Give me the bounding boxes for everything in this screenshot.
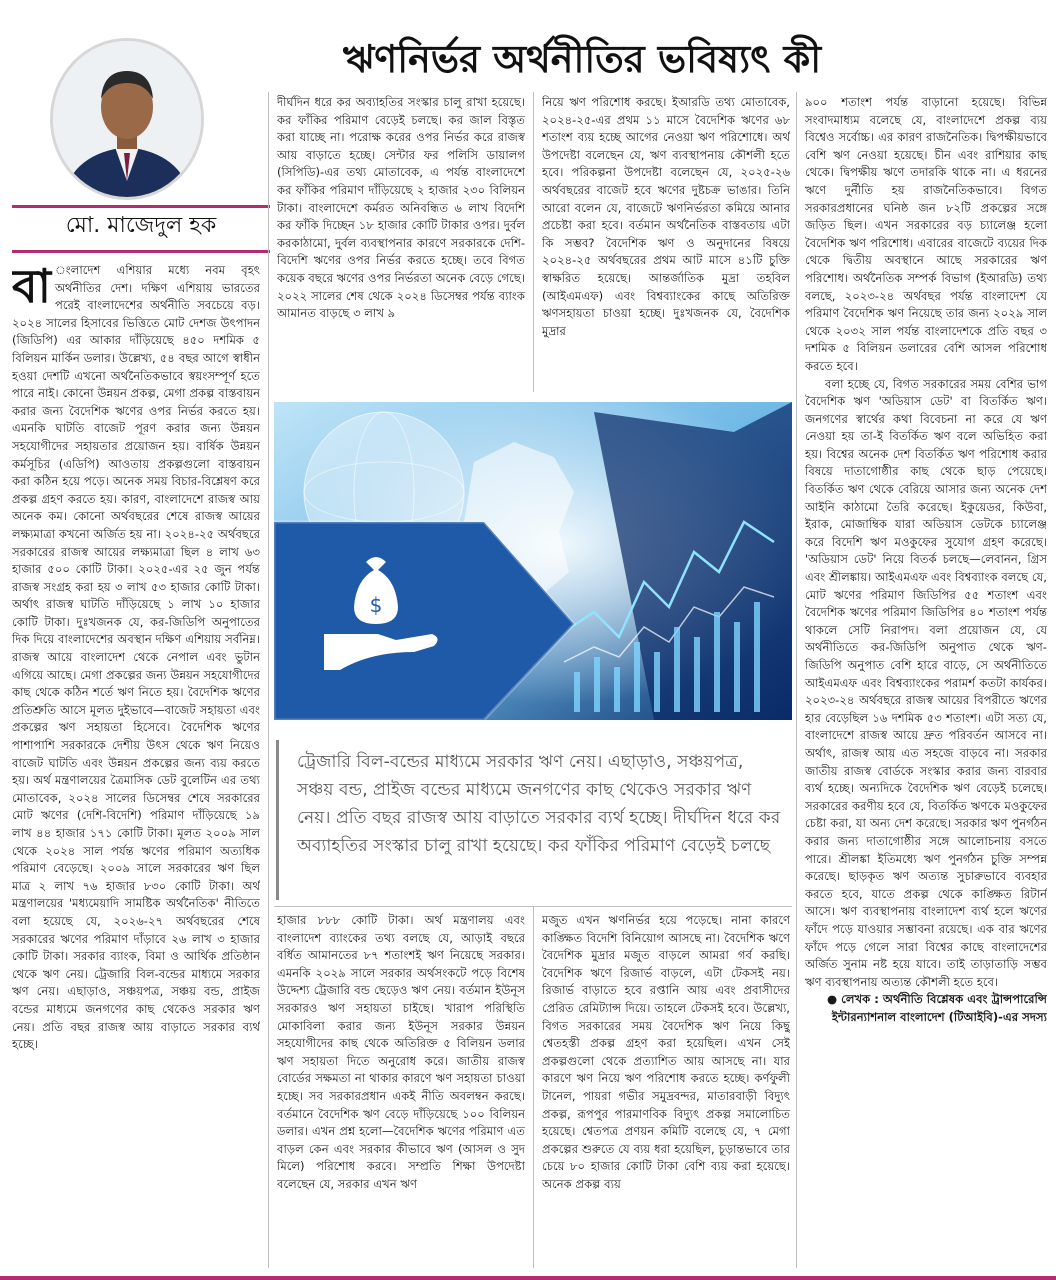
author-name-box — [12, 205, 270, 253]
column-1-body: ংলাদেশ এশিয়ার মধ্যে নবম বৃহৎ অর্থনীতির দেশ। দক্ষিণ এশিয়ায় ভারতের পরেই বাংলাদেশের অর্থনীতি সবচেয়ে বড়। ২০২৪ সালের হিসাবের ভিত্তিতে মোট দেশজ উৎপাদন (জিডিপি) এর আকার দাঁড়িয়েছে ৪৫০ দশমিক ৫ বিলিয়ন মার্কিন ডলার। উল্লেখ্য, ৫৪ বছর আগে স্বাধীন হওয়া দেশটি এখনো অর্থনৈতিকভাবে স্বয়ংসম্পূর্ণ হতে পারে নাই। কোনো উন্নয়ন প্রকল্প, মেগা প্রকল্প বাস্তবায়ন করার জন্য বৈদেশিক ঋণের ওপর নির্ভর করতে হয়। এমনকি ঘাটতি বাজেট পূরণ করার জন্য উন্নয়ন সহযোগীদের সহায়তার প্রয়োজন হয়। বার্ষিক উন্নয়ন কর্মসূচির (এডিপি) আওতায় প্রকল্পগুলো বাস্তবায়ন করা কঠিন হয়ে পড়ে। অনেক সময় বিচার-বিশ্লেষণ করে প্রকল্প গ্রহণ করতে হয়। কারণ, বাংলাদেশে রাজস্ব আয় অনেক কম। কোনো অর্থবছরের শেষে রাজস্ব আয়ের লক্ষ্যমাত্রা কখনো অর্জিত হয় না। ২০২৪-২৫ অর্থবছরে সরকারের রাজস্ব আয়ের লক্ষ্যমাত্রা ছিল ৪ লাখ ৬৩ হাজার ৫০০ কোটি টাকা। ২০২৫-এর ২৫ জুন পর্যন্ত রাজস্ব সংগ্রহ করা হয় ৩ লাখ ৫৩ হাজার কোটি টাকা। অর্থাৎ রাজস্ব ঘাটতি দাঁড়িয়েছে ১ লাখ ১০ হাজার কোটি টাকা। দুঃখজনক যে, কর-জিডিপি অনুপাতের দিক দিয়ে বাংলাদেশের অবস্থান দক্ষিণ এশিয়ায় সর্বনিম্ন। রাজস্ব আয়ে বাংলাদেশ থেকে নেপাল এবং ভুটান এগিয়ে আছে। মেগা প্রকল্পের জন্য উন্নয়ন সহযোগীদের কাছ থেকে কঠিন শর্তে ঋণ নিতে হয়। বৈদেশিক ঋণের প্রতিশ্রুতি আসে মূলত দুইভাবে—বাজেট সহায়তা এবং প্রকল্পের ঋণ সহায়তা হিসেবে। বৈদেশিক ঋণের পাশাপাশি সরকারকে দেশীয় উৎস থেকে ঋণ নিয়েও বাজেট ঘাটতি এবং উন্নয়ন প্রকল্পের জন্য ব্যয় করতে হয়। অর্থ মন্ত্রণালয়ের ত্রৈমাসিক ডেট বুলেটিন এর তথ্য মোতাবেক, ২০২৪ সালের ডিসেম্বর শেষে সরকারের মোট ঋণের (দেশি-বিদেশি) পরিমাণ দাঁড়িয়েছে ১৯ লাখ ৪৪ হাজার ১৭১ কোটি টাকা। মূলত ২০০৯ সাল থেকে ২০২৪ সাল পর্যন্ত ঋণের পরিমাণ অত্যধিক পরিমাণ বেড়েছে। ২০০৯ সালে সরকারের ঋণ ছিল মাত্র ২ লাখ ৭৬ হাজার ৮৩০ কোটি টাকা। অর্থ মন্ত্রণালয়ের 'মধ্যমেয়াদি সামষ্টিক অর্থনৈতিক' নীতিতে বলা হয়েছে যে, ২০২৬-২৭ অর্থবছরের শেষে সরকারের ঋণের পরিমাণ দাঁড়াবে ২৬ লাখ ৩ হাজার কোটি টাকা। সরকার ব্যাংক, বিমা ও আর্থিক প্রতিষ্ঠান থেকে ঋণ নেয়। ট্রেজারি বিল-বন্ডের মাধ্যমে সরকার ঋণ নেয়। এছাড়াও, সঞ্চয়পত্র, সঞ্চয় বন্ড, প্রাইজ বন্ডের মাধ্যমে জনগণের কাছ থেকেও সরকার ঋণ নেয়। প্রতি বছর রাজস্ব আয় বাড়াতে সরকার ব্যর্থ হচ্ছে। — [12, 263, 260, 1052]
column-1-text — [12, 262, 260, 1268]
column-rule — [533, 92, 534, 392]
column-3-bottom-text: মজুত এখন ঋণনির্ভর হয়ে পড়েছে। নানা কারণে কাঙ্ক্ষিত বিদেশি বিনিয়োগ আসছে না। বৈদেশিক ঋণে বৈদেশিক মুদ্রার মজুত বাড়লে আমরা গর্ব করছি। বৈদেশিক ঋণে রিজার্ভ বাড়লে, এটা টেকসই নয়। রিজার্ভ বাড়াতে হবে রপ্তানি আয় এবং প্রবাসীদের প্রেরিত রেমিট্যান্স দিয়ে। তাহলে টেকসই হবে। উল্লেখ্য, বিগত সরকারের সময় বৈদেশিক ঋণ নিয়ে কিছু শ্বেতহস্তী প্রকল্প গ্রহণ করা হয়েছিল। এখন সেই প্রকল্পগুলো থেকে প্রত্যাশিত আয় আসছে না। যার কারণে ঋণ নিয়ে ঋণ পরিশোধ করতে হচ্ছে। কর্ণফুলী টানেল, পায়রা গভীর সমুদ্রবন্দর, মাতারবাড়ী বিদ্যুৎ প্রকল্প, রূপপুর পারমাণবিক বিদ্যুৎ প্রকল্প সমালোচিত হয়েছে। শ্বেতপত্র প্রণয়ন কমিটি বলেছে যে, ৭ মেগা প্রকল্পের শুরুতে যে ব্যয় ধরা হয়েছিল, চূড়ান্তভাবে তার চেয়ে ৮০ হাজার কোটি টাকা বেশি ব্যয় করা হয়েছে। অনেক প্রকল্প ব্যয় — [542, 913, 790, 1191]
column-4-paragraph-2: বলা হচ্ছে যে, বিগত সরকারের সময় বেশির ভাগ বৈদেশিক ঋণ 'অডিয়াস ডেট' বা বিতর্কিত ঋণ। জনগণের স্বার্থের কথা বিবেচনা না করে যে ঋণ নেওয়া হয় তা-ই বিতর্কিত ঋণ বলে অভিহিত করা হয়। বিশ্বের অনেক দেশ বিতর্কিত ঋণ পরিশোধ করার বিষয়ে দাতাগোষ্ঠীর কাছ থেকে ছাড় পেয়েছে। বিতর্কিত ঋণ থেকে বেরিয়ে আসার জন্য অনেক দেশ আইনি কাঠামো তৈরি করেছে। ইকুয়েডর, কিউবা, ইরাক, মোজাম্বিক যারা অডিয়াস ডেটকে চ্যালেঞ্জ করে বিদেশি ঋণ মওকুফের সুযোগ গ্রহণ করেছে। 'অডিয়াস ডেট' নিয়ে বিতর্ক চলছে—লেবানন, গ্রিস এবং শ্রীলঙ্কায়। আইএমএফ এবং বিশ্বব্যাংক বলছে যে, মোট ঋণের পরিমাণ জিডিপির ৫৫ শতাংশ এবং বৈদেশিক ঋণের পরিমাণ জিডিপির ৪০ শতাংশ পর্যন্ত থাকলে সেটি নিরাপদ। বলা প্রয়োজন যে, যে অর্থনীতিতে কর-জিডিপি অনুপাত থেকে ঋণ-জিডিপি অনুপাত বেশি হারে বাড়ে, সে অর্থনীতিতে আইএমএফ এবং বিশ্বব্যাংকের পরামর্শ কতটা কার্যকর। ২০২৩-২৪ অর্থবছরে রাজস্ব আয়ের বিপরীতে ঋণের হার বেড়েছিল ১৬ দশমিক ৫৩ শতাংশ। এটা সত্য যে, বাংলাদেশে রাজস্ব আয়ে দ্রুত পরিবর্তন আসবে না। অর্থাৎ, রাজস্ব আয় এত সহজে বাড়বে না। সরকার জাতীয় রাজস্ব বোর্ডকে সংস্কার করার জন্য বারবার ব্যর্থ হচ্ছে। অন্যদিকে বৈদেশিক ঋণ বেড়েই চলেছে। সরকারের করণীয় হবে যে, বিতর্কিত ঋণকে মওকুফের চেষ্টা করা, যা অন্য দেশ করেছে। সরকার ঋণ পুনর্গঠন করার জন্য দাতাগোষ্ঠীর সঙ্গে আলোচনায় বসতে পারে। শ্রীলঙ্কা ইতিমধ্যে ঋণ পুনর্গঠন চুক্তি সম্পন্ন করেছে। ছাড়কৃত ঋণ অত্যন্ত সুচারুভাবে ব্যবহার করতে হবে, যাতে প্রকল্প থেকে কাঙ্ক্ষিত রিটার্ন আসে। ঋণ ব্যবস্থাপনায় বাংলাদেশ ব্যর্থ হলে ঋণের ফাঁদে পড়ে যাওয়ার সম্ভাবনা রয়েছে। এক বার ঋণের ফাঁদে পড়ে গেলে সারা বিশ্বের কাছে বাংলাদেশের অর্জিত সুনাম নষ্ট হয়ে যাবে। তাই তাড়াতাড়ি সম্ভব ঋণ ব্যবস্থাপনায় অত্যন্ত কৌশলী হতে হবে। — [805, 376, 1047, 989]
column-4-paragraph-1: ৯০০ শতাংশ পর্যন্ত বাড়ানো হয়েছে। বিভিন্ন সংবাদমাধ্যম বলেছে যে, বাংলাদেশে প্রকল্প ব্যয় বিশ্বেও সর্বোচ্চ। এর কারণ রাজনৈতিক। দ্বিপক্ষীয়ভাবে বেশি ঋণ নেওয়া হয়েছে। চীন এবং রাশিয়ার কাছ থেকে। দ্বিপক্ষীয় ঋণে তদারকি থাকে না। এ ধরনের ঋণে দুর্নীতি হয় রাজনৈতিকভাবে। বিগত সরকারপ্রধানের ঘনিষ্ঠ জন ৮২টি প্রকল্পের সঙ্গে জড়িত ছিল। এখন সরকারের বড় চ্যালেঞ্জ হলো বৈদেশিক ঋণ পরিশোধ। এবারের বাজেটে ব্যয়ের দিক থেকে দ্বিতীয় অবস্থানে আছে সরকারের ঋণ পরিশোধ। অর্থনৈতিক সম্পর্ক বিভাগ (ইআরডি) তথ্য বলছে, ২০২৩-২৪ অর্থবছর পর্যন্ত বাংলাদেশ যে পরিমাণ বৈদেশিক ঋণ নিয়েছে তার জন্য ২০২৯ সাল থেকে ২০৩২ সাল পর্যন্ত বাংলাদেশকে প্রতি বছর ৩ দশমিক ৫ বিলিয়ন ডলারের বেশি আসল পরিশোধ করতে হবে। — [805, 95, 1047, 373]
column-2-top-text: দীর্ঘদিন ধরে কর অব্যাহতির সংস্কার চালু রাখা হয়েছে। কর ফাঁকির পরিমাণ বেড়েই চলছে। কর জাল বিস্তৃত করা যাচ্ছে না। পরোক্ষ করের ওপর নির্ভর করে রাজস্ব আয় বাড়াতে হচ্ছে। সেন্টার ফর পলিসি ডায়ালগ (সিপিডি)-এর তথ্য মোতাবেক, এ পর্যন্ত বাংলাদেশে কর ফাঁকির পরিমাণ দাঁড়িয়েছে ২ হাজার ২৩০ বিলিয়ন টাকা। বাংলাদেশে কর্মরত অনিবন্ধিত ৬ লাখ বিদেশি কর ফাঁকি দিচ্ছেন ১৮ হাজার কোটি টাকার ওপর। দুর্বল করকাঠামো, দুর্বল ব্যবস্থাপনার কারণে সরকারকে দেশি-বিদেশি ঋণের ওপর নির্ভর করতে হচ্ছে। তবে বিগত কয়েক বছরে ঋণের ওপর নির্ভরতা অনেক বেড়ে গেছে। ২০২২ সালের শেষ থেকে ২০২৪ ডিসেম্বর পর্যন্ত ব্যাংক আমানত বাড়ছে ৩ লাখ ৯ — [277, 95, 525, 321]
section-divider — [274, 906, 792, 907]
svg-text:$: $ — [369, 593, 383, 617]
column-rule — [268, 92, 269, 1268]
column-rule — [796, 92, 797, 1268]
pull-quote-text: ট্রেজারি বিল-বন্ডের মাধ্যমে সরকার ঋণ নেয়। এছাড়াও, সঞ্চয়পত্র, সঞ্চয় বন্ড, প্রাইজ বন্ডের মাধ্যমে জনগণের কাছ থেকেও সরকার ঋণ নেয়। প্রতি বছর রাজস্ব আয় বাড়াতে সরকার ব্যর্থ হচ্ছে। দীর্ঘদিন ধরে কর অব্যাহতির সংস্কার চালু রাখা হয়েছে। কর ফাঁকির পরিমাণ বেড়েই চলছে — [297, 752, 781, 856]
author-name: মো. মাজেদুল হক — [65, 213, 217, 238]
author-byline: ● লেখক : অর্থনীতি বিশ্লেষক এবং ট্রান্সপারেন্সি ইন্টারন্যাশনাল বাংলাদেশ (টিআইবি)-এর সদস্য — [826, 992, 1047, 1024]
column-rule — [533, 906, 534, 1268]
author-portrait-icon — [53, 41, 201, 197]
headline: ঋণনির্ভর অর্থনীতির ভবিষ্যৎ কী — [342, 37, 822, 81]
column-2-bottom-text: হাজার ৮৮৮ কোটি টাকা। অর্থ মন্ত্রণালয় এবং বাংলাদেশ ব্যাংকের তথ্য বলছে যে, আড়াই বছরে বর্ধিত আমানতের ৮৭ শতাংশই ঋণ নিয়েছে সরকার। এমনকি ২০২৯ সালে সরকার অর্থসংকটে পড়ে বিশেষ উদ্দেশ্য ট্রেজারি বন্ড ছেড়েও ঋণ নেয়। বর্তমান ইউনূস সরকারও ঋণ সহায়তা চাইছে। খারাপ পরিস্থিতি মোকাবিলা করার জন্য ইউনূস সরকার উন্নয়ন সহযোগীদের কাছ থেকে অতিরিক্ত ৫ বিলিয়ন ডলার ঋণ সহায়তা দিতে অনুরোধ করে। জাতীয় রাজস্ব বোর্ডের সক্ষমতা না থাকার কারণে ঋণ সহায়তা চাওয়া হচ্ছে। সব সরকারপ্রধান একই নীতি অবলম্বন করছে। বর্তমানে বৈদেশিক ঋণ বেড়ে দাঁড়িয়েছে ১০০ বিলিয়ন ডলার। এখন প্রশ্ন হলো—বৈদেশিক ঋণের পরিমাণ এত বাড়ল কেন এবং সরকার কীভাবে ঋণ (আসল ও সুদ মিলে) পরিশোধ করবে। সম্প্রতি শিক্ষা উপদেষ্টা বলেছেন যে, সরকার এখন ঋণ — [277, 913, 525, 1191]
pull-quote — [276, 740, 797, 900]
drop-cap: বা — [12, 262, 51, 313]
article-illustration — [274, 402, 792, 720]
column-4-text — [805, 94, 1047, 1268]
column-3-top-text: নিয়ে ঋণ পরিশোধ করছে। ইআরডি তথ্য মোতাবেক, ২০২৪-২৫-এর প্রথম ১১ মাসে বৈদেশিক ঋণের ৬৮ শতাংশ ব্যয় হচ্ছে আগের নেওয়া ঋণ পরিশোধে। অর্থ উপদেষ্টা বলেছেন যে, ঋণ ব্যবস্থাপনায় কৌশলী হতে হবে। পরিকল্পনা উপদেষ্টা বলেছেন যে, ২০২৫-২৬ অর্থবছরের বাজেট হবে ঋণের দুষ্টচক্র ভাঙার। তিনি আরো বলেন যে, বাজেটে ঋণনির্ভরতা কমিয়ে আনার প্রচেষ্টা করা হবে। বর্তমান অর্থনৈতিক বাস্তবতায় এটা কি সম্ভব? বৈদেশিক ঋণ ও অনুদানের বিষয়ে ২০২৪-২৫ অর্থবছরের প্রথম আট মাসে ৪১টি চুক্তি স্বাক্ষরিত হয়েছে। আন্তর্জাতিক মুদ্রা তহবিল (আইএমএফ) এবং বিশ্বব্যাংকের কাছে অতিরিক্ত ঋণসহায়তা চাওয়া হচ্ছে। দুঃখজনক যে, বৈদেশিক মুদ্রার — [542, 95, 790, 338]
bottom-accent-rule — [0, 1276, 1056, 1280]
author-photo — [50, 38, 204, 200]
